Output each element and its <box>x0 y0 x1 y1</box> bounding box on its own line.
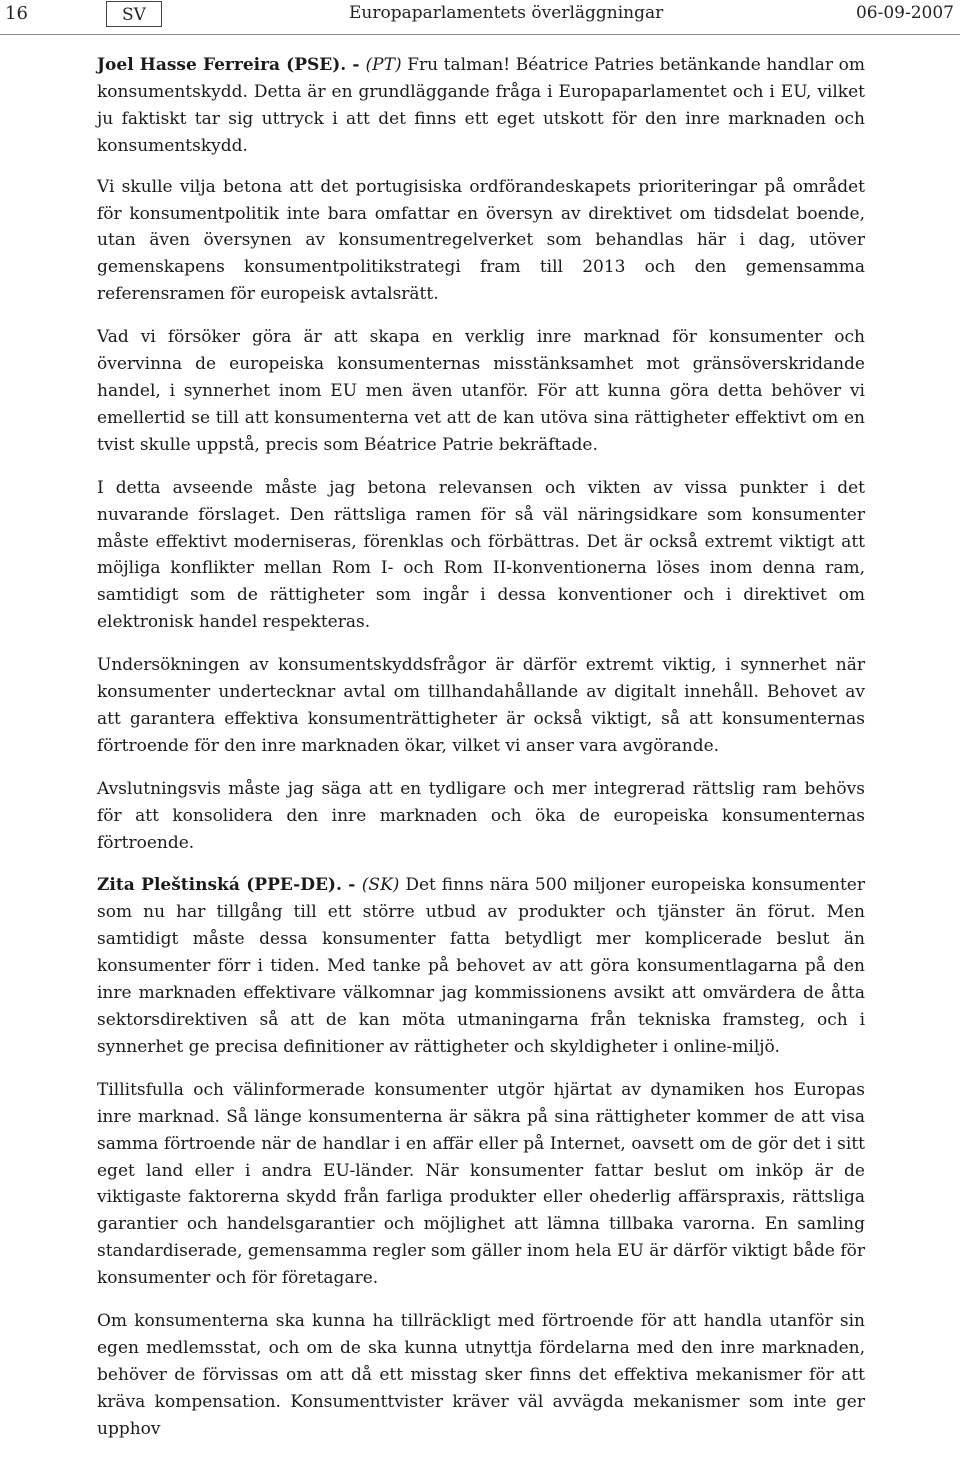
page-number: 16 <box>5 3 28 24</box>
paragraph-speech-ferreira <box>97 52 865 160</box>
speaker-name: Zita Pleštinská (PPE-DE). <box>97 875 342 896</box>
speaker-name: Joel Hasse Ferreira (PSE). <box>97 55 347 75</box>
document-body <box>97 52 865 1459</box>
paragraph: Tillitsfulla och välinformerade konsumenter utgör hjärtat av dynamiken hos Europas inre marknad. Så länge konsumenterna är säkra på sina rättigheter kommer de att visa samma förtroende när de handlar i en affär eller på Internet, oavsett om de gör det i sitt eget land eller i andra EU-länder. När konsumenter fattar beslut om inköp är de viktigaste faktorerna skydd från farliga produkter eller ohederlig affärspraxis, rättsliga garantier och handelsgarantier och möjlighet att lämna tillbaka varorna. En samling standardiserade, gemensamma regler som gäller inom hela EU är därför viktigt både för konsumenter och för företagare. <box>97 1079 865 1289</box>
paragraph: Vi skulle vilja betona att det portugisiska ordförandeskapets prioriteringar på området för konsumentpolitik inte bara omfattar en översyn av direktivet om tidsdelat boende, utan även översynen av konsumentregelverket som behandlas här i dag, utöver gemenskapens konsumentpolitikstrategi fram till 2013 och den gemensamma referensramen för europeisk avtalsrätt. <box>97 176 865 305</box>
paragraph: Undersökningen av konsumentskyddsfrågor är därför extremt viktig, i synnerhet när konsumenter undertecknar avtal om tillhandahållande av digitalt innehåll. Behovet av att garantera effektiva konsumenträttigheter är också viktigt, så att konsumenternas förtroende för den inre marknaden ökar, vilket vi anser vara avgörande. <box>97 655 865 756</box>
language-tag: (PT) <box>365 55 402 75</box>
language-tag: (SK) <box>361 875 400 896</box>
document-title: Europaparlamentets överläggningar <box>349 3 664 23</box>
paragraph-text: Det finns nära 500 miljoner europeiska konsumenter som nu har tillgång till ett större utbud av produkter och tjänster än förut. Men samtidigt måste dessa konsumenter fatta betydligt mer komplicerade beslut än konsumenter förr i tiden. Med tanke på behovet av att göra konsumentlagarna på den inre marknaden effektivare välkomnar jag kommissionens avsikt att omvärdera de åtta sektorsdirektiven så att de kan möta utmaningarna från tekniska framsteg, och i synnerhet ge precisa definitioner av rättigheter och skyldigheter i online-miljö. <box>97 875 865 1057</box>
language-code-box: SV <box>106 1 162 27</box>
page-header <box>0 0 960 35</box>
paragraph: I detta avseende måste jag betona relevansen och vikten av vissa punkter i det nuvarande förslaget. Den rättsliga ramen för så väl näringsidkare som konsumenter måste effektivt moderniseras, förenklas och förbättras. Det är också extremt viktigt att möjliga konflikter mellan Rom I- och Rom II-konventionerna löses inom denna ram, samtidigt som de rättigheter som ingår i dessa konventioner och i direktivet om elektronisk handel respekteras. <box>97 477 865 633</box>
paragraph: Avslutningsvis måste jag säga att en tydligare och mer integrerad rättslig ram behövs för att konsolidera den inre marknaden och öka de europeiska konsumenternas förtroende. <box>97 778 865 853</box>
paragraph-speech-plestinska <box>97 872 865 1060</box>
paragraph: Om konsumenterna ska kunna ha tillräckligt med förtroende för att handla utanför sin egen medlemsstat, och om de ska kunna utnyttja fördelarna med den inre marknaden, behöver de förvissas om att då ett misstag sker finns det effektiva mekanismer för att kräva kompensation. Konsumenttvister kräver väl avvägda mekanismer som inte ger upphov <box>97 1311 865 1439</box>
paragraph: Vad vi försöker göra är att skapa en verklig inre marknad för konsumenter och övervinna de europeiska konsumenternas misstänksamhet mot gränsöverskridande handel, i synnerhet inom EU men även utanför. För att kunna göra detta behöver vi emellertid se till att konsumenterna vet att de kan utöva sina rättigheter effektivt om en tvist skulle uppstå, precis som Béatrice Patrie bekräftade. <box>97 327 865 455</box>
speaker-separator: - <box>341 875 362 896</box>
document-date: 06-09-2007 <box>855 3 954 23</box>
paragraph-text: Fru talman! Béatrice Patries betänkande handlar om konsumentskydd. Detta är en grundläggande fråga i Europaparlamentet och i EU, vilket ju faktiskt tar sig uttryck i att det finns ett eget utskott för den inre marknaden och konsumentskydd. <box>97 55 865 156</box>
speaker-separator: - <box>346 55 366 75</box>
